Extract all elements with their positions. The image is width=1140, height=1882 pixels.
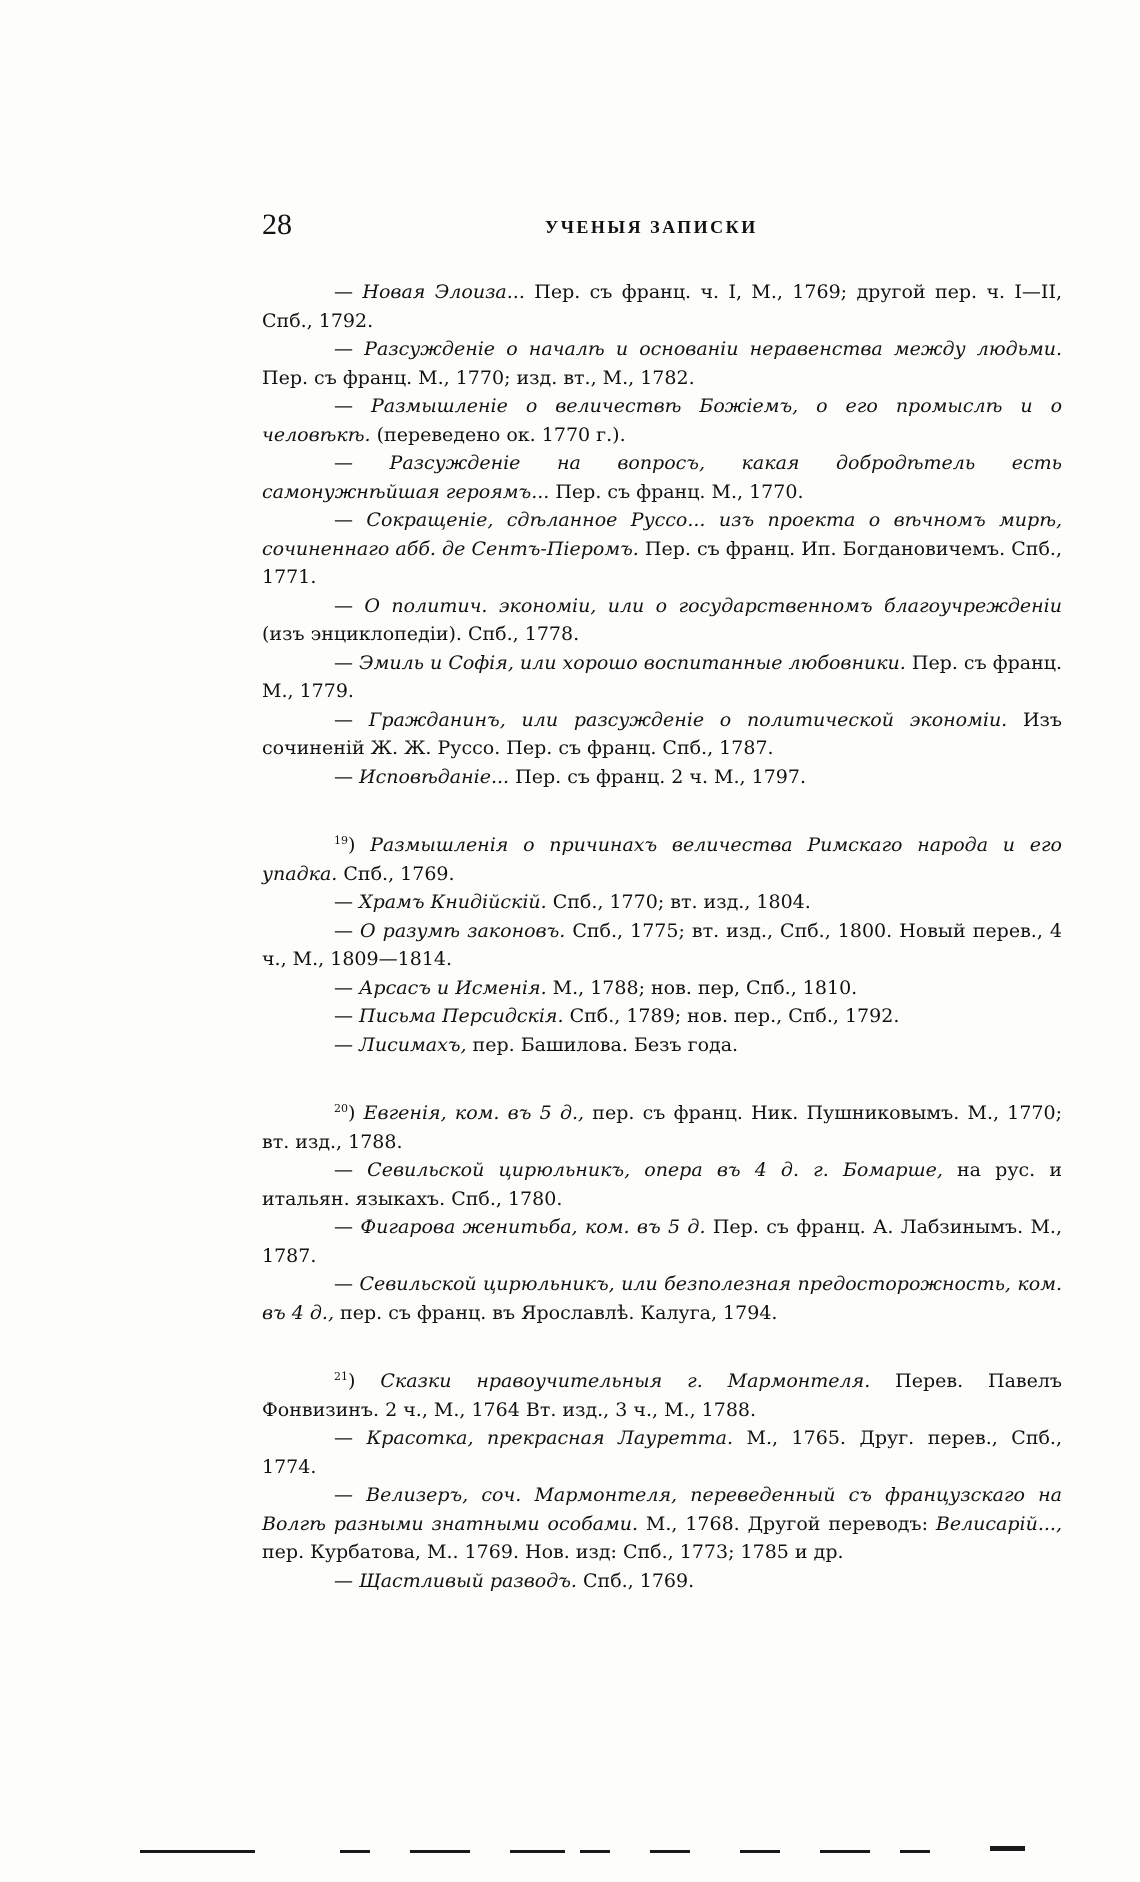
- bibliography-notes: [262, 278, 1062, 1595]
- entry-dash: —: [334, 594, 365, 617]
- entry-dash: —: [334, 509, 367, 531]
- entry-dash: —: [334, 1005, 360, 1027]
- footnote-number: 19: [334, 834, 348, 847]
- bibliography-entry: [262, 335, 1062, 392]
- publication-info: пер. Башилова. Безъ года.: [466, 1033, 739, 1056]
- work-title: О политич. экономіи, или о государственномъ благоучрежденіи: [364, 594, 1062, 617]
- bibliography-entry: [262, 1567, 1062, 1596]
- bibliography-entry: [262, 1031, 1062, 1060]
- work-title: Арсасъ и Исменія.: [359, 976, 547, 999]
- footnote-entry: [262, 831, 1062, 888]
- publication-info: Спб., 1769.: [337, 862, 455, 885]
- bibliography-entry: [262, 1213, 1062, 1270]
- bibliography-entry: [262, 278, 1062, 335]
- publication-info: М., 1788; нов. пер, Спб., 1810.: [546, 976, 858, 999]
- work-title: О разумѣ законовъ.: [360, 919, 566, 942]
- bibliography-entry: [262, 506, 1062, 592]
- publication-info: пер. Курбатова, М.. 1769. Нов. изд: Спб., 1773; 1785 и др.: [262, 1541, 844, 1563]
- footnote-number: 20: [334, 1102, 348, 1115]
- entry-dash: —: [334, 651, 360, 674]
- publication-info: (изъ энциклопедіи). Спб., 1778.: [262, 623, 580, 645]
- work-title: Размышленія о причинахъ величества Римскаго народа и его упадка.: [262, 834, 1062, 885]
- bibliography-entry: [262, 449, 1062, 506]
- entry-dash: —: [334, 338, 365, 360]
- entry-dash: —: [334, 1484, 367, 1506]
- publication-info: Спб., 1769.: [576, 1569, 695, 1592]
- work-title: Велисарій...,: [935, 1512, 1063, 1535]
- work-title: Гражданинъ, или разсужденіе о политической экономіи.: [368, 708, 1008, 731]
- bibliography-entry: [262, 1002, 1062, 1031]
- page-header: [0, 208, 1140, 248]
- entry-dash: —: [334, 765, 360, 788]
- bibliography-entry: [262, 1270, 1062, 1327]
- entry-dash: ): [348, 1102, 364, 1124]
- publication-info: Пер. съ франц. 2 ч. М., 1797.: [509, 765, 807, 788]
- publication-info: Перев. Павелъ Фонвизинъ. 2 ч., М., 1764 Вт. изд., 3 ч., М., 1788.: [262, 1370, 1062, 1421]
- entry-dash: —: [334, 976, 360, 999]
- bibliography-entry: [262, 392, 1062, 449]
- work-title: Щастливый разводъ.: [359, 1569, 577, 1592]
- publication-info: пер. съ франц. въ Ярославлѣ. Калуга, 1794.: [334, 1301, 778, 1324]
- entry-dash: —: [334, 281, 363, 303]
- work-title: Эмиль и Софія, или хорошо воспитанные любовники.: [359, 651, 906, 674]
- entry-dash: —: [334, 1216, 361, 1238]
- entry-dash: —: [334, 919, 361, 942]
- publication-info: Спб., 1789; нов. пер., Спб., 1792.: [563, 1005, 900, 1027]
- note-gap: [262, 1327, 1062, 1367]
- publication-info: М., 1768. Другой переводъ:: [638, 1512, 936, 1535]
- publication-info: Спб., 1775; вт. изд., Спб., 1800. Новый перев., 4 ч., М., 1809—1814.: [262, 919, 1062, 970]
- publication-info: Пер. съ франц. Ип. Богдановичемъ. Спб., 1771.: [262, 537, 1062, 588]
- publication-info: Изъ сочиненій Ж. Ж. Руссо. Пер. съ франц. Спб., 1787.: [262, 708, 1062, 759]
- publication-info: Пер. съ франц. М., 1770.: [549, 480, 804, 503]
- bibliography-entry: [262, 592, 1062, 649]
- work-title: Письма Персидскія.: [359, 1005, 564, 1027]
- note-gap: [262, 791, 1062, 831]
- publication-info: Пер. съ франц. А. Лабзинымъ. М., 1787.: [262, 1216, 1062, 1267]
- bibliography-entry: [262, 1156, 1062, 1213]
- entry-dash: —: [334, 1033, 360, 1056]
- publication-info: пер. съ франц. Ник. Пушниковымъ. М., 1770; вт. изд., 1788.: [262, 1102, 1063, 1153]
- bibliography-entry: [262, 649, 1062, 706]
- footer-rule: [140, 1850, 1100, 1864]
- work-title: Севильской цирюльникъ, или безполезная предосторожность, ком. въ 4 д.,: [262, 1273, 1062, 1324]
- entry-dash: —: [334, 1569, 360, 1592]
- work-title: Евгенія, ком. въ 5 д.,: [363, 1102, 585, 1124]
- entry-dash: —: [334, 1273, 360, 1295]
- bibliography-entry: [262, 917, 1062, 974]
- work-title: Красотка, прекрасная Лауретта.: [366, 1427, 734, 1449]
- publication-info: Пер. съ франц. ч. I, М., 1769; другой пер. ч. I—II, Спб., 1792.: [262, 281, 1062, 332]
- work-title: Разсужденіе на вопросъ, какая добродѣтель есть самонужнѣйшая героямъ...: [262, 452, 1062, 503]
- work-title: Исповѣданіе...: [359, 765, 510, 788]
- bibliography-entry: [262, 706, 1062, 763]
- bibliography-entry: [262, 1424, 1062, 1481]
- work-title: Разсужденіе о началѣ и основаніи неравенства между людьми.: [364, 338, 1062, 360]
- entry-dash: ): [348, 834, 371, 856]
- entry-dash: —: [334, 891, 360, 913]
- work-title: Севильской цирюльникъ, опера въ 4 д. г. Бомарше,: [367, 1159, 943, 1181]
- bibliography-entry: [262, 974, 1062, 1003]
- footnote-entry: [262, 1099, 1062, 1156]
- footnote-entry: [262, 1367, 1062, 1424]
- publication-info: (переведено ок. 1770 г.).: [370, 423, 626, 446]
- work-title: Велизеръ, соч. Мармонтеля, переведенный съ французскаго на Волгѣ разными знатными особами.: [262, 1484, 1062, 1535]
- running-title: УЧЕНЫЯ ЗАПИСКИ: [545, 217, 758, 237]
- entry-dash: —: [334, 1159, 368, 1181]
- footnote-number: 21: [334, 1370, 348, 1383]
- work-title: Храмъ Книдійскій.: [359, 891, 547, 913]
- publication-info: на рус. и итальян. языкахъ. Спб., 1780.: [262, 1159, 1062, 1210]
- work-title: Новая Элоиза...: [362, 281, 525, 303]
- work-title: Фигарова женитьба, ком. въ 5 д.: [360, 1216, 706, 1238]
- publication-info: М., 1765. Друг. перев., Спб., 1774.: [262, 1427, 1063, 1478]
- publication-info: Спб., 1770; вт. изд., 1804.: [546, 891, 811, 913]
- publication-info: Пер. съ франц. М., 1770; изд. вт., М., 1782.: [262, 366, 695, 389]
- bibliography-entry: [262, 1481, 1062, 1567]
- bibliography-entry: [262, 763, 1062, 792]
- page-number: 28: [262, 208, 292, 241]
- entry-dash: ): [348, 1370, 381, 1392]
- entry-dash: —: [334, 452, 390, 474]
- work-title: Размышленіе о величествѣ Божіемъ, о его промыслѣ и о человѣкѣ.: [262, 395, 1063, 446]
- work-title: Сказки нравоучительныя г. Мармонтеля.: [380, 1370, 871, 1392]
- work-title: Сокращеніе, сдѣланное Руссо... изъ проекта о вѣчномъ мирѣ, сочиненнаго абб. де Сентъ-Піеромъ.: [262, 509, 1062, 560]
- note-gap: [262, 1059, 1062, 1099]
- publication-info: Пер. съ франц. М., 1779.: [262, 651, 1062, 702]
- entry-dash: —: [334, 1427, 367, 1449]
- bibliography-entry: [262, 888, 1062, 917]
- entry-dash: —: [334, 708, 369, 731]
- entry-dash: —: [334, 395, 371, 417]
- work-title: Лисимахъ,: [359, 1033, 467, 1056]
